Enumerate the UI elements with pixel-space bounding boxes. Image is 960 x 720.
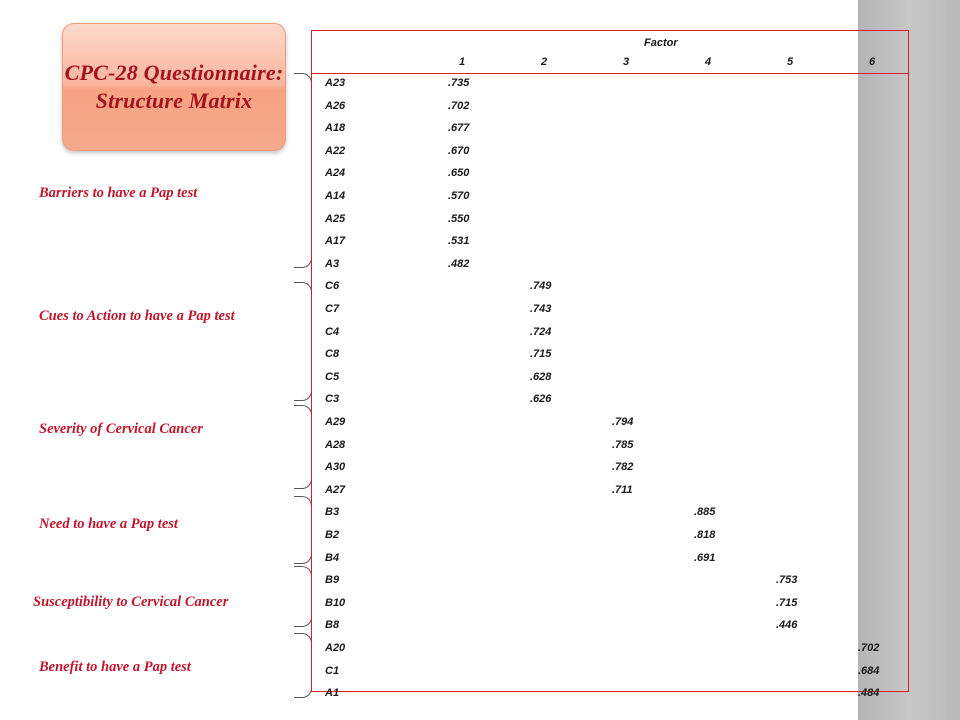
row-loading-value: .749: [530, 280, 552, 293]
row-item-label: B3: [325, 506, 340, 519]
row-loading-value: .650: [448, 167, 470, 180]
row-item-label: C3: [325, 393, 340, 406]
group-label: Cues to Action to have a Pap test: [39, 308, 235, 324]
row-item-label: C4: [325, 325, 340, 338]
group-label: Benefit to have a Pap test: [39, 659, 191, 675]
row-loading-value: .550: [448, 212, 470, 225]
factor-column-6: 6: [868, 56, 876, 68]
row-loading-value: .628: [530, 370, 552, 383]
row-item-label: A26: [325, 99, 346, 112]
row-item-label: A22: [325, 144, 346, 157]
row-item-label: A20: [325, 642, 346, 654]
group-bracket: [294, 633, 312, 698]
row-loading-value: .715: [776, 596, 798, 609]
row-loading-value: .735: [448, 77, 470, 89]
row-loading-value: .753: [776, 574, 798, 587]
row-loading-value: .677: [448, 122, 470, 135]
row-loading-value: .446: [776, 619, 798, 632]
row-item-label: A17: [325, 235, 346, 248]
row-loading-value: .885: [694, 506, 716, 519]
row-loading-value: .531: [448, 235, 470, 248]
group-label: Need to have a Pap test: [39, 516, 178, 532]
factor-column-3: 3: [622, 56, 630, 68]
row-item-label: A30: [325, 461, 346, 474]
row-item-label: C6: [325, 280, 340, 293]
group-bracket: [294, 73, 312, 268]
factor-column-4: 4: [704, 56, 712, 68]
row-loading-value: .670: [448, 144, 470, 157]
slide-title: CPC-28 Questionnaire: Structure Matrix: [64, 60, 284, 113]
factor-column-1: 1: [458, 56, 466, 68]
row-item-label: A18: [325, 122, 346, 135]
row-item-label: A25: [325, 212, 346, 225]
group-bracket: [294, 566, 312, 627]
title-box: [62, 23, 286, 151]
factor-column-5: 5: [786, 56, 794, 68]
row-loading-value: .711: [612, 483, 633, 496]
row-loading-value: .715: [530, 348, 552, 361]
row-item-label: C5: [325, 370, 340, 383]
row-item-label: C7: [325, 303, 340, 315]
group-bracket: [294, 496, 312, 564]
row-item-label: A3: [325, 257, 340, 270]
row-loading-value: .743: [530, 303, 552, 315]
row-loading-value: .482: [448, 257, 470, 270]
row-item-label: B2: [325, 529, 340, 541]
row-loading-value: .702: [448, 99, 470, 112]
structure-matrix-table: [311, 30, 909, 700]
row-loading-value: .702: [858, 642, 880, 654]
row-loading-value: .818: [694, 529, 716, 541]
group-bracket: [294, 405, 312, 489]
row-item-label: A1: [325, 687, 340, 700]
row-item-label: A14: [325, 190, 346, 202]
row-loading-value: .570: [448, 190, 470, 202]
row-loading-value: .626: [530, 393, 552, 406]
row-loading-value: .794: [612, 416, 634, 428]
group-bracket: [294, 282, 312, 401]
row-item-label: A28: [325, 438, 346, 451]
row-loading-value: .691: [694, 551, 716, 564]
row-loading-value: .785: [612, 438, 634, 451]
row-loading-value: .484: [858, 687, 880, 700]
row-loading-value: .782: [612, 461, 634, 474]
row-item-label: B8: [325, 619, 340, 632]
row-item-label: B9: [325, 574, 340, 587]
group-label: Susceptibility to Cervical Cancer: [33, 594, 229, 610]
group-label: Barriers to have a Pap test: [39, 185, 198, 201]
row-item-label: A29: [325, 416, 346, 428]
row-item-label: B4: [325, 551, 340, 564]
header-divider: [312, 73, 908, 74]
row-item-label: A23: [325, 77, 346, 89]
group-label: Severity of Cervical Cancer: [39, 421, 203, 437]
row-loading-value: .684: [858, 664, 880, 677]
factor-column-2: 2: [540, 56, 548, 68]
row-item-label: C1: [325, 664, 340, 677]
row-item-label: C8: [325, 348, 340, 361]
row-item-label: A27: [325, 483, 346, 496]
row-item-label: B10: [325, 596, 346, 609]
factor-header: Factor: [644, 37, 678, 49]
row-loading-value: .724: [530, 325, 552, 338]
row-item-label: A24: [325, 167, 346, 180]
